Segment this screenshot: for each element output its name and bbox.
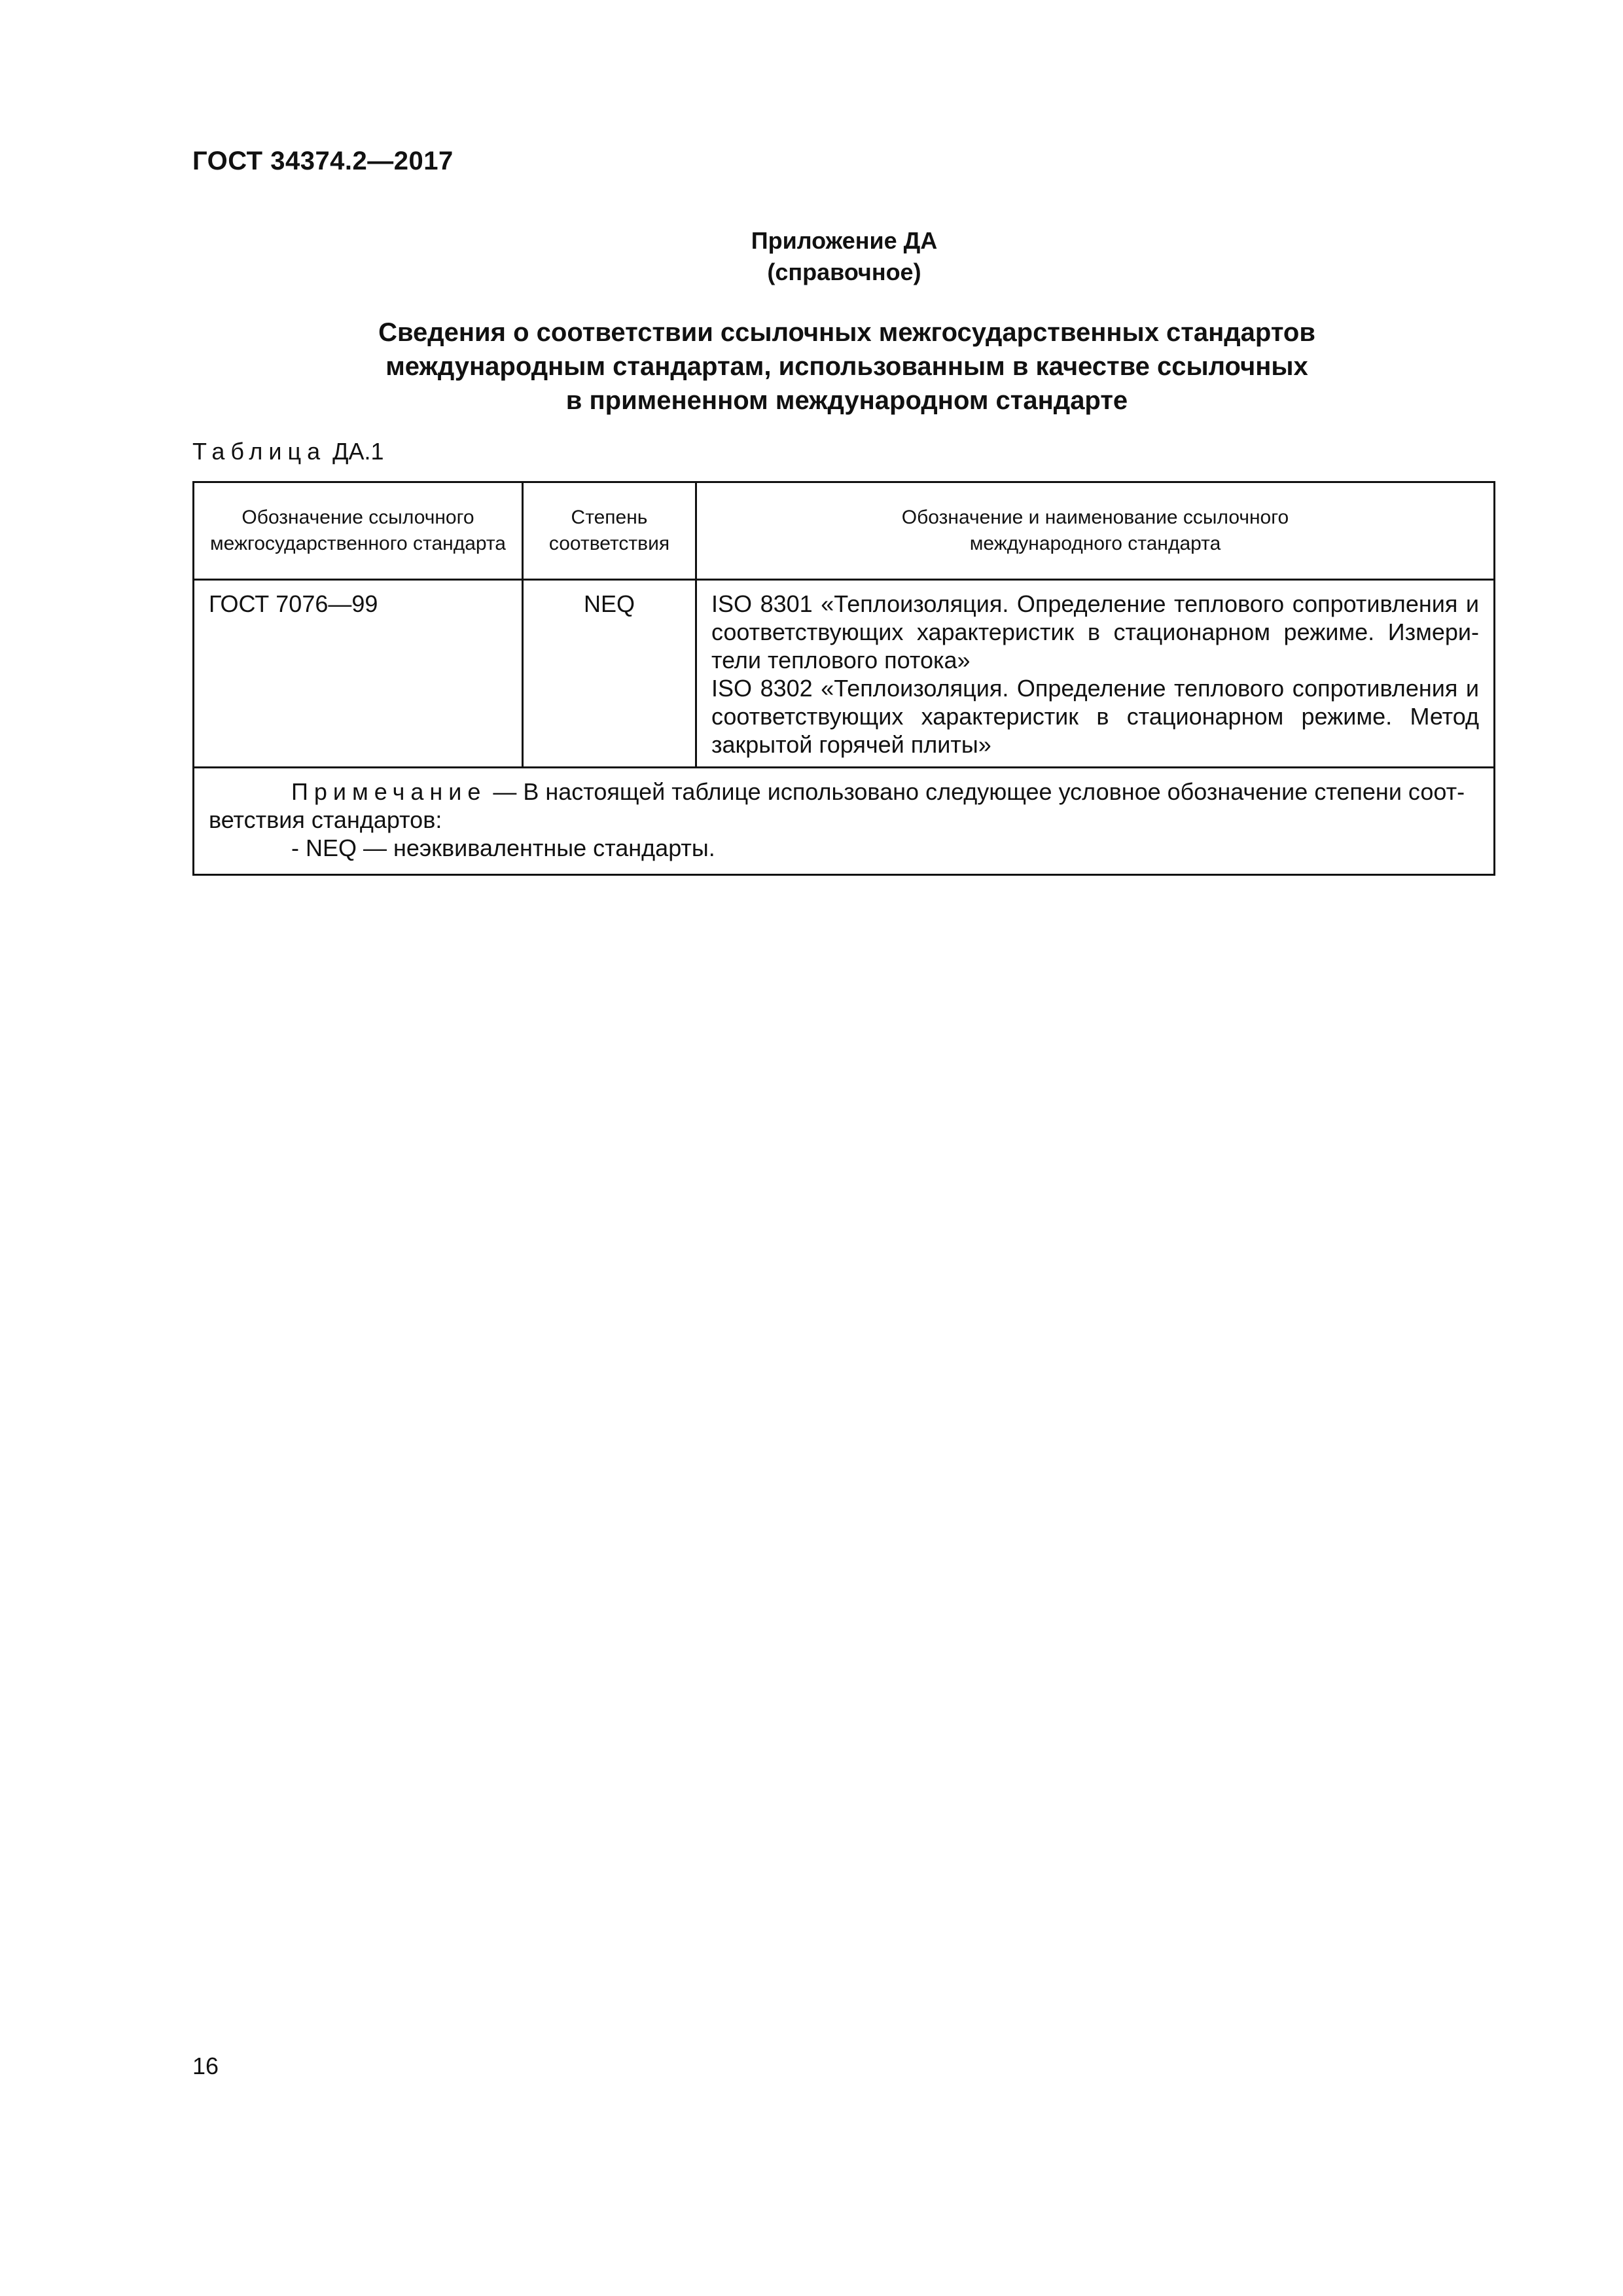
document-code: ГОСТ 34374.2—2017 — [192, 147, 454, 175]
cell-international — [696, 580, 1495, 768]
table-caption-word: Таблица — [192, 438, 327, 465]
heading-line-3: в примененном международном стандарте — [565, 386, 1128, 415]
table-row — [194, 580, 1495, 768]
column-header-degree: Степень соответствия — [523, 482, 696, 580]
page-number: 16 — [192, 2053, 219, 2079]
heading-line-2: международным стандартам, использованным в качестве ссылочных — [385, 352, 1308, 381]
appendix-title: Приложение ДА — [751, 227, 938, 254]
table-note — [194, 768, 1495, 875]
note-list-item: - NEQ — неэквивалентные стандарты. — [291, 834, 715, 861]
note-text: Примечание — В настоящей таблице использовано следующее условное обозначение степени соот-ветствия стандартов: — [209, 778, 1465, 833]
table-caption-number: ДА.1 — [326, 438, 384, 465]
table-caption — [192, 437, 384, 466]
table-note-row — [194, 768, 1495, 875]
appendix-kind: (справочное) — [767, 259, 921, 285]
column-header-international: Обозначение и наименование ссылочного международного стандарта — [696, 482, 1495, 580]
column-header-designation: Обозначение ссылочного межгосударственного стандарта — [194, 482, 523, 580]
reference-standards-table — [192, 481, 1495, 876]
iso-8302-entry: ISO 8302 «Теплоизоляция. Определение теплового сопротивления и соответствующих характеристик в стационарном режиме. Метод закрытой горячей плиты» — [711, 675, 1479, 758]
heading-line-1: Сведения о соответствии ссылочных межгосударственных стандартов — [378, 318, 1315, 347]
iso-8301-entry: ISO 8301 «Теплоизоляция. Определение теплового сопротивления и соответствующих характеристик в стационарном режиме. Измери-тели теплового потока» — [711, 590, 1479, 673]
cell-designation: ГОСТ 7076—99 — [194, 580, 523, 768]
table-header-row — [194, 482, 1495, 580]
section-heading — [192, 315, 1501, 418]
note-word: Примечание — [291, 778, 487, 805]
cell-degree: NEQ — [523, 580, 696, 768]
